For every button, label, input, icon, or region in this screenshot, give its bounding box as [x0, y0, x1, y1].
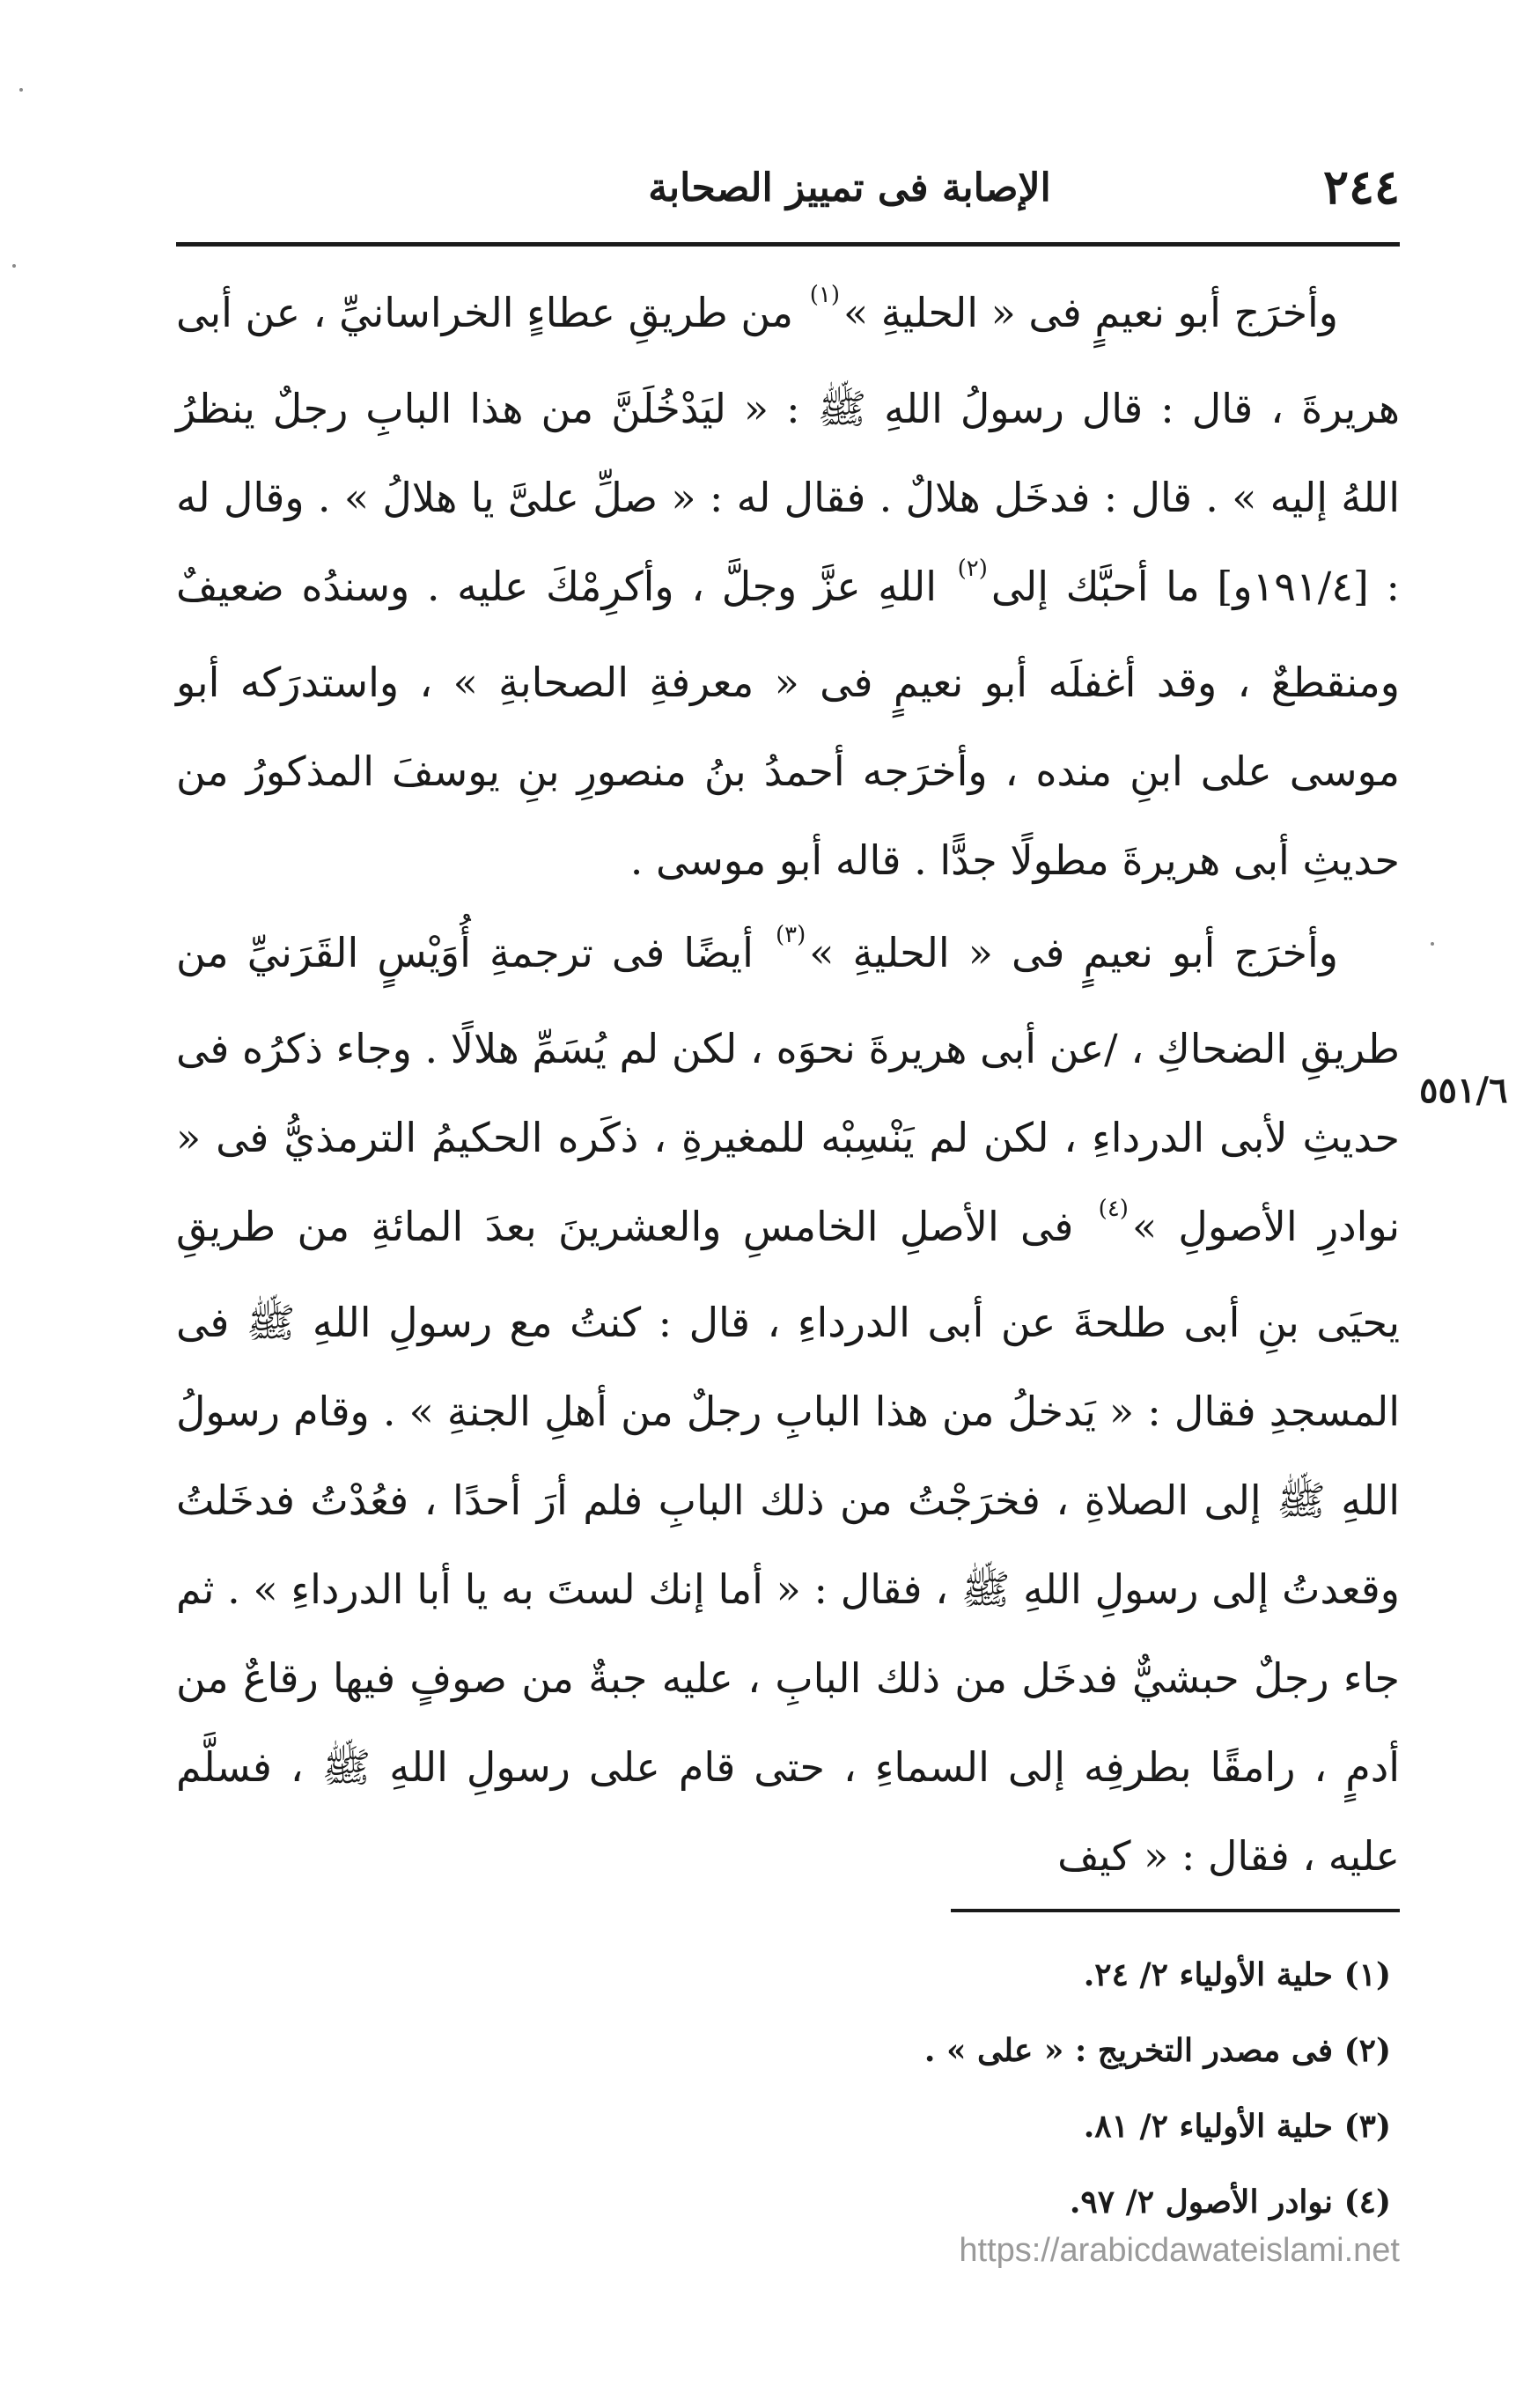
text-run: فى الأصلِ الخامسِ والعشرينَ بعدَ المائةِ من طريقِ يحيَى بنِ أبى طلحةَ عن أبى الدرداءِ ، قال : كنتُ مع رسولِ اللهِ ﷺ فى المسجدِ فقال : « يَدخلُ من هذا البابِ رجلٌ من أهلِ الجنةِ » . وقام رسولُ اللهِ ﷺ إلى الصلاةِ ، فخرَجْتُ من ذلك البابِ فلم أرَ أحدًا ، فعُدْتُ فدخَلتُ وقعدتُ إلى رسولِ اللهِ ﷺ ، فقال : « أما إنك لستَ به يا أبا الدرداءِ » . ثم جاء رجلٌ حبشيٌّ فدخَل من ذلك البابِ ، عليه جبةٌ من صوفٍ فيها رقاعٌ من أدمٍ ، رامقًا بطرفِه إلى السماءِ ، حتى قام على رسولِ اللهِ ﷺ ، فسلَّم عليه ، فقال : « كيف	[176, 1203, 1400, 1880]
text-run: من طريقِ عطاءٍ الخراسانيِّ ، عن أبى هريرةَ ، قال : قال رسولُ اللهِ ﷺ : « ليَدْخُلَنَّ من هذا البابِ رجلٌ ينظرُ اللهُ إليه » . قال : فدخَل هلالٌ . فقال له : « صلِّ علىَّ يا هلالُ » . وقال له : [١٩١/٤و] ما أحبَّك إلى	[176, 289, 1400, 610]
footnote-ref[interactable]: (١)	[809, 282, 840, 308]
footnote-ref[interactable]: (٢)	[957, 556, 988, 582]
margin-reference: ٥٥١/٦	[1419, 1070, 1508, 1111]
watermark-url: https://arabicdawateislami.net	[959, 2232, 1400, 2269]
footnote: (٢) فى مصدر التخريج : « على » .	[924, 2032, 1391, 2069]
header-rule	[176, 242, 1400, 247]
text-run: اللهِ عزَّ وجلَّ ، وأكرِمْكَ عليه . وسندُه ضعيفٌ ومنقطعٌ ، وقد أغفلَه أبو نعيمٍ فى « معرفةِ الصحابةِ » ، واستدرَكه أبو موسى على ابنِ منده ، وأخرَجه أحمدُ بنُ منصورِ بنِ يوسفَ المذكورُ من حديثِ أبى هريرةَ مطولًا جدًّا . قاله أبو موسى .	[176, 563, 1400, 884]
footnotes	[176, 1937, 1391, 2240]
footnote-ref[interactable]: (٤)	[1098, 1196, 1129, 1222]
text-run: أيضًا فى ترجمةِ أُوَيْسٍ القَرَنيِّ من طريقِ الضحاكِ ، /عن أبى هريرةَ نحوَه ، لكن لم يُسَمِّ هلالًا . وجاء ذكرُه فى حديثِ لأبى الدرداءِ ، لكن لم يَنْسِبْه للمغيرةِ ، ذكَره الحكيمُ الترمذيُّ فى « نوادرِ الأصولِ »	[176, 929, 1400, 1250]
scan-speck	[19, 88, 23, 92]
scan-speck	[1431, 942, 1434, 946]
text-run: وأخرَج أبو نعيمٍ فى « الحليةِ »	[843, 289, 1338, 336]
footnote: (٣) حلية الأولياء ٢/ ٨١.	[1083, 2108, 1391, 2145]
paragraph	[176, 269, 1400, 905]
text-run: وأخرَج أبو نعيمٍ فى « الحليةِ »	[809, 929, 1338, 976]
paragraph	[176, 909, 1400, 1901]
footnote: (٤) نوادر الأصول ٢/ ٩٧.	[1069, 2183, 1391, 2220]
page-header	[176, 158, 1400, 229]
running-title: الإصابة فى تمييز الصحابة	[648, 166, 1051, 210]
footnote: (١) حلية الأولياء ٢/ ٢٤.	[1083, 1956, 1391, 1993]
footnote-ref[interactable]: (٣)	[775, 922, 806, 948]
footnote-rule	[951, 1909, 1400, 1912]
scan-speck	[12, 264, 16, 268]
page-number: ٢٤٤	[1322, 158, 1400, 215]
main-text	[176, 269, 1400, 1901]
